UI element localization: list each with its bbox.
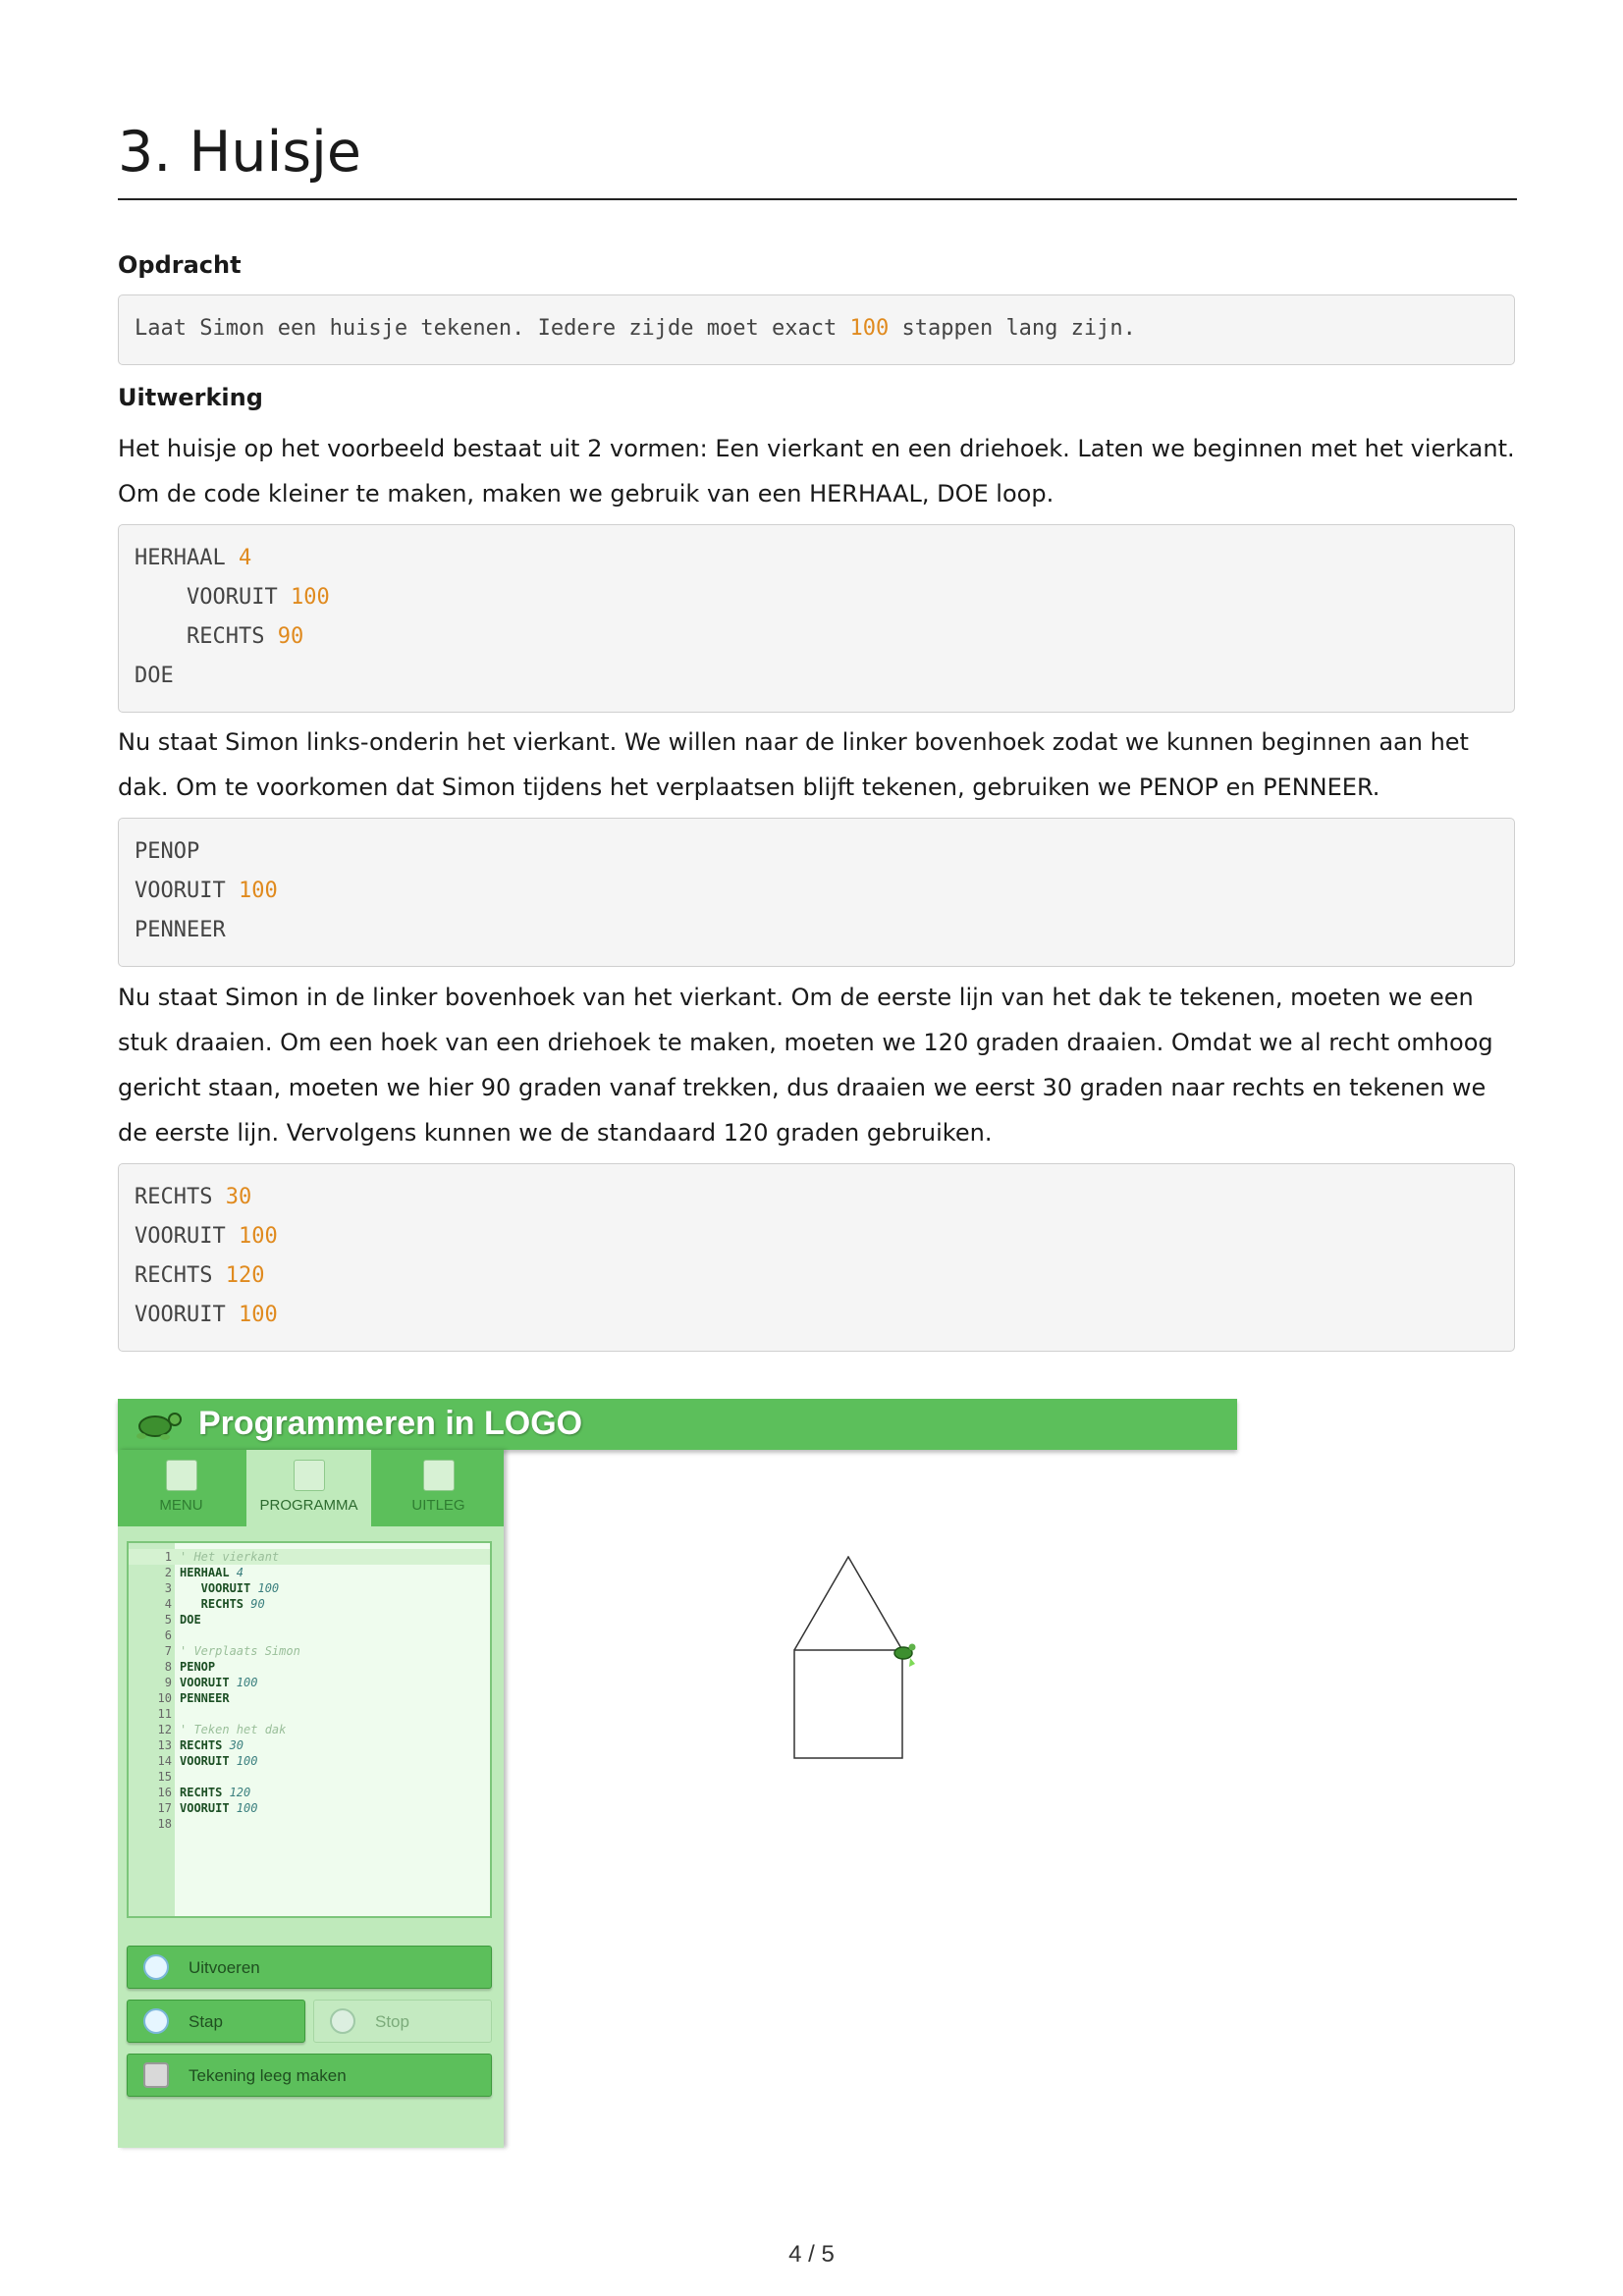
code-number: 100 xyxy=(238,1303,278,1327)
solution-heading: Uitwerking xyxy=(118,384,263,411)
code-command: VOORUIT xyxy=(135,585,291,610)
editor-text xyxy=(180,1643,300,1659)
editor-line xyxy=(129,1816,490,1832)
paragraph: Nu staat Simon in de linker bovenhoek van het vierkant. Om de eerste lijn van het dak te tekenen, moeten we een stuk draaien. Om een hoek van een driehoek te maken, moeten we 120 graden draaien. Omdat we al recht omhoog gericht staan, moeten we hier 90 graden vanaf trekken, dus draaien we eerst 30 graden naar rechts en tekenen we de eerste lijn. Vervolgens kunnen we de standaard 120 graden gebruiken. xyxy=(118,984,1493,1147)
code-command: VOORUIT xyxy=(135,1303,239,1327)
editor-line xyxy=(129,1706,490,1722)
run-button[interactable] xyxy=(127,1946,492,1989)
drawing-canvas xyxy=(668,1556,962,1811)
paragraph: Nu staat Simon links-onderin het vierkant. We willen naar de linker bovenhoek zodat we kunnen beginnen aan het dak. Om te voorkomen dat Simon tijdens het verplaatsen blijft tekenen, gebruiken we PENOP en PENNEER. xyxy=(118,728,1469,801)
tab-uitleg[interactable] xyxy=(373,1450,504,1526)
roof-shape xyxy=(794,1557,902,1650)
code-command: RECHTS xyxy=(135,1263,226,1288)
code-line xyxy=(135,578,1498,617)
editor-command: VOORUIT xyxy=(180,1754,237,1768)
line-number: 5 xyxy=(164,1613,172,1627)
editor-line xyxy=(129,1612,490,1628)
editor-command: PENOP xyxy=(180,1660,216,1674)
editor-text xyxy=(180,1659,215,1675)
assignment-code-block xyxy=(118,294,1515,365)
stop-icon xyxy=(330,2008,355,2034)
editor-line xyxy=(129,1659,490,1675)
line-number: 12 xyxy=(157,1723,172,1736)
editor-number: 4 xyxy=(236,1566,244,1579)
line-number: 10 xyxy=(157,1691,172,1705)
editor-line xyxy=(129,1565,490,1580)
logo-app-screenshot xyxy=(118,1399,1237,2148)
editor-line xyxy=(129,1643,490,1659)
code-line xyxy=(135,539,1498,578)
line-number: 11 xyxy=(157,1707,172,1721)
turtle-logo-icon xyxy=(132,1407,187,1442)
editor-line xyxy=(129,1737,490,1753)
editor-command: VOORUIT xyxy=(180,1676,237,1689)
editor-command: HERHAAL xyxy=(180,1566,237,1579)
tab-programma[interactable] xyxy=(246,1450,371,1526)
code-command: VOORUIT xyxy=(135,879,239,903)
line-number: 3 xyxy=(164,1581,172,1595)
clear-drawing-button[interactable] xyxy=(127,2054,492,2097)
turtle-icon xyxy=(894,1644,916,1668)
editor-number: 100 xyxy=(236,1676,258,1689)
code-line xyxy=(135,617,1498,657)
assignment-text-before: Laat Simon een huisje tekenen. Iedere zijde moet exact xyxy=(135,316,850,341)
editor-line xyxy=(129,1800,490,1816)
code-editor[interactable] xyxy=(127,1541,492,1918)
line-number: 7 xyxy=(164,1644,172,1658)
code-line xyxy=(135,911,1498,950)
book-icon xyxy=(423,1460,455,1491)
editor-line xyxy=(129,1753,490,1769)
code-line xyxy=(135,1178,1498,1217)
editor-text xyxy=(180,1596,265,1612)
assignment-text-after: stappen lang zijn. xyxy=(889,316,1136,341)
editor-command: PENNEER xyxy=(180,1691,230,1705)
page-number: 4 / 5 xyxy=(788,2241,835,2268)
editor-text xyxy=(180,1690,230,1706)
line-number: 15 xyxy=(157,1770,172,1784)
editor-command: VOORUIT xyxy=(180,1581,258,1595)
line-number: 14 xyxy=(157,1754,172,1768)
editor-text xyxy=(180,1737,243,1753)
page-title: 3. Huisje xyxy=(118,120,361,185)
editor-text xyxy=(180,1722,286,1737)
editor-command: VOORUIT xyxy=(180,1801,237,1815)
editor-line xyxy=(129,1722,490,1737)
code-command: DOE xyxy=(135,664,174,688)
app-title: Programmeren in LOGO xyxy=(198,1405,583,1442)
editor-number: 100 xyxy=(257,1581,280,1595)
line-number: 9 xyxy=(164,1676,172,1689)
tab-menu[interactable] xyxy=(118,1450,244,1526)
editor-number: 100 xyxy=(236,1801,258,1815)
line-number: 2 xyxy=(164,1566,172,1579)
tab-label: MENU xyxy=(159,1497,203,1514)
code-number: 30 xyxy=(225,1185,252,1209)
editor-line xyxy=(129,1690,490,1706)
line-number: 18 xyxy=(157,1817,172,1831)
square-shape xyxy=(794,1650,902,1758)
editor-text xyxy=(180,1800,257,1816)
list-icon xyxy=(166,1460,197,1491)
code-command: PENNEER xyxy=(135,918,226,942)
line-number: 17 xyxy=(157,1801,172,1815)
code-line xyxy=(135,657,1498,696)
editor-command: RECHTS xyxy=(180,1738,230,1752)
code-number: 90 xyxy=(277,624,304,649)
editor-text xyxy=(180,1612,201,1628)
editor-command: RECHTS xyxy=(180,1786,230,1799)
editor-line xyxy=(129,1549,490,1565)
app-header xyxy=(118,1399,1237,1450)
editor-line xyxy=(129,1596,490,1612)
code-command: RECHTS xyxy=(135,1185,226,1209)
code-line xyxy=(135,872,1498,911)
editor-number: 100 xyxy=(236,1754,258,1768)
code-number: 100 xyxy=(238,1224,278,1249)
tab-label: PROGRAMMA xyxy=(259,1497,358,1514)
code-command: PENOP xyxy=(135,839,200,864)
assignment-number: 100 xyxy=(849,316,890,341)
code-command: HERHAAL xyxy=(135,546,239,570)
code-line xyxy=(135,1256,1498,1296)
code-line xyxy=(135,832,1498,872)
code-number: 4 xyxy=(238,546,252,570)
program-icon xyxy=(294,1460,325,1491)
line-number: 1 xyxy=(164,1550,172,1564)
paragraph: Het huisje op het voorbeeld bestaat uit 2 vormen: Een vierkant en een driehoek. Laten we beginnen met het vierkant. Om de code kleiner te maken, maken we gebruik van een HERHAAL, DOE loop. xyxy=(118,435,1515,507)
run-button-label: Uitvoeren xyxy=(189,1958,260,1977)
code-command: VOORUIT xyxy=(135,1224,239,1249)
editor-line xyxy=(129,1580,490,1596)
editor-text xyxy=(180,1753,257,1769)
line-number: 13 xyxy=(157,1738,172,1752)
editor-comment: ' Verplaats Simon xyxy=(180,1644,300,1658)
step-icon xyxy=(143,2008,169,2034)
code-block xyxy=(118,1163,1515,1352)
editor-comment: ' Het vierkant xyxy=(180,1550,280,1564)
line-number: 6 xyxy=(164,1629,172,1642)
step-button[interactable] xyxy=(127,2000,305,2043)
line-number: 16 xyxy=(157,1786,172,1799)
editor-line xyxy=(129,1785,490,1800)
clear-button-label: Tekening leeg maken xyxy=(189,2066,347,2085)
tab-bar xyxy=(118,1450,504,1526)
editor-comment: ' Teken het dak xyxy=(180,1723,287,1736)
editor-number: 120 xyxy=(229,1786,251,1799)
editor-command: DOE xyxy=(180,1613,201,1627)
stop-button[interactable] xyxy=(313,2000,492,2043)
editor-number: 30 xyxy=(229,1738,244,1752)
editor-text xyxy=(180,1580,279,1596)
code-number: 100 xyxy=(290,585,330,610)
step-button-label: Stap xyxy=(189,2012,223,2031)
line-number: 8 xyxy=(164,1660,172,1674)
trash-icon xyxy=(143,2062,169,2088)
editor-text xyxy=(180,1565,243,1580)
editor-line xyxy=(129,1628,490,1643)
code-block xyxy=(118,818,1515,967)
editor-text xyxy=(180,1549,279,1565)
editor-line xyxy=(129,1769,490,1785)
editor-number: 90 xyxy=(250,1597,265,1611)
code-line xyxy=(135,1296,1498,1335)
side-panel xyxy=(118,1450,504,2148)
editor-text xyxy=(180,1675,257,1690)
title-divider xyxy=(118,198,1517,200)
code-command: RECHTS xyxy=(135,624,278,649)
editor-text xyxy=(180,1785,250,1800)
code-number: 100 xyxy=(238,879,278,903)
code-number: 120 xyxy=(225,1263,265,1288)
play-icon xyxy=(143,1954,169,1980)
editor-line xyxy=(129,1675,490,1690)
tab-label: UITLEG xyxy=(411,1497,465,1514)
code-block xyxy=(118,524,1515,713)
stop-button-label: Stop xyxy=(375,2012,409,2031)
code-line xyxy=(135,1217,1498,1256)
assignment-heading: Opdracht xyxy=(118,251,242,279)
line-number: 4 xyxy=(164,1597,172,1611)
editor-command: RECHTS xyxy=(180,1597,251,1611)
